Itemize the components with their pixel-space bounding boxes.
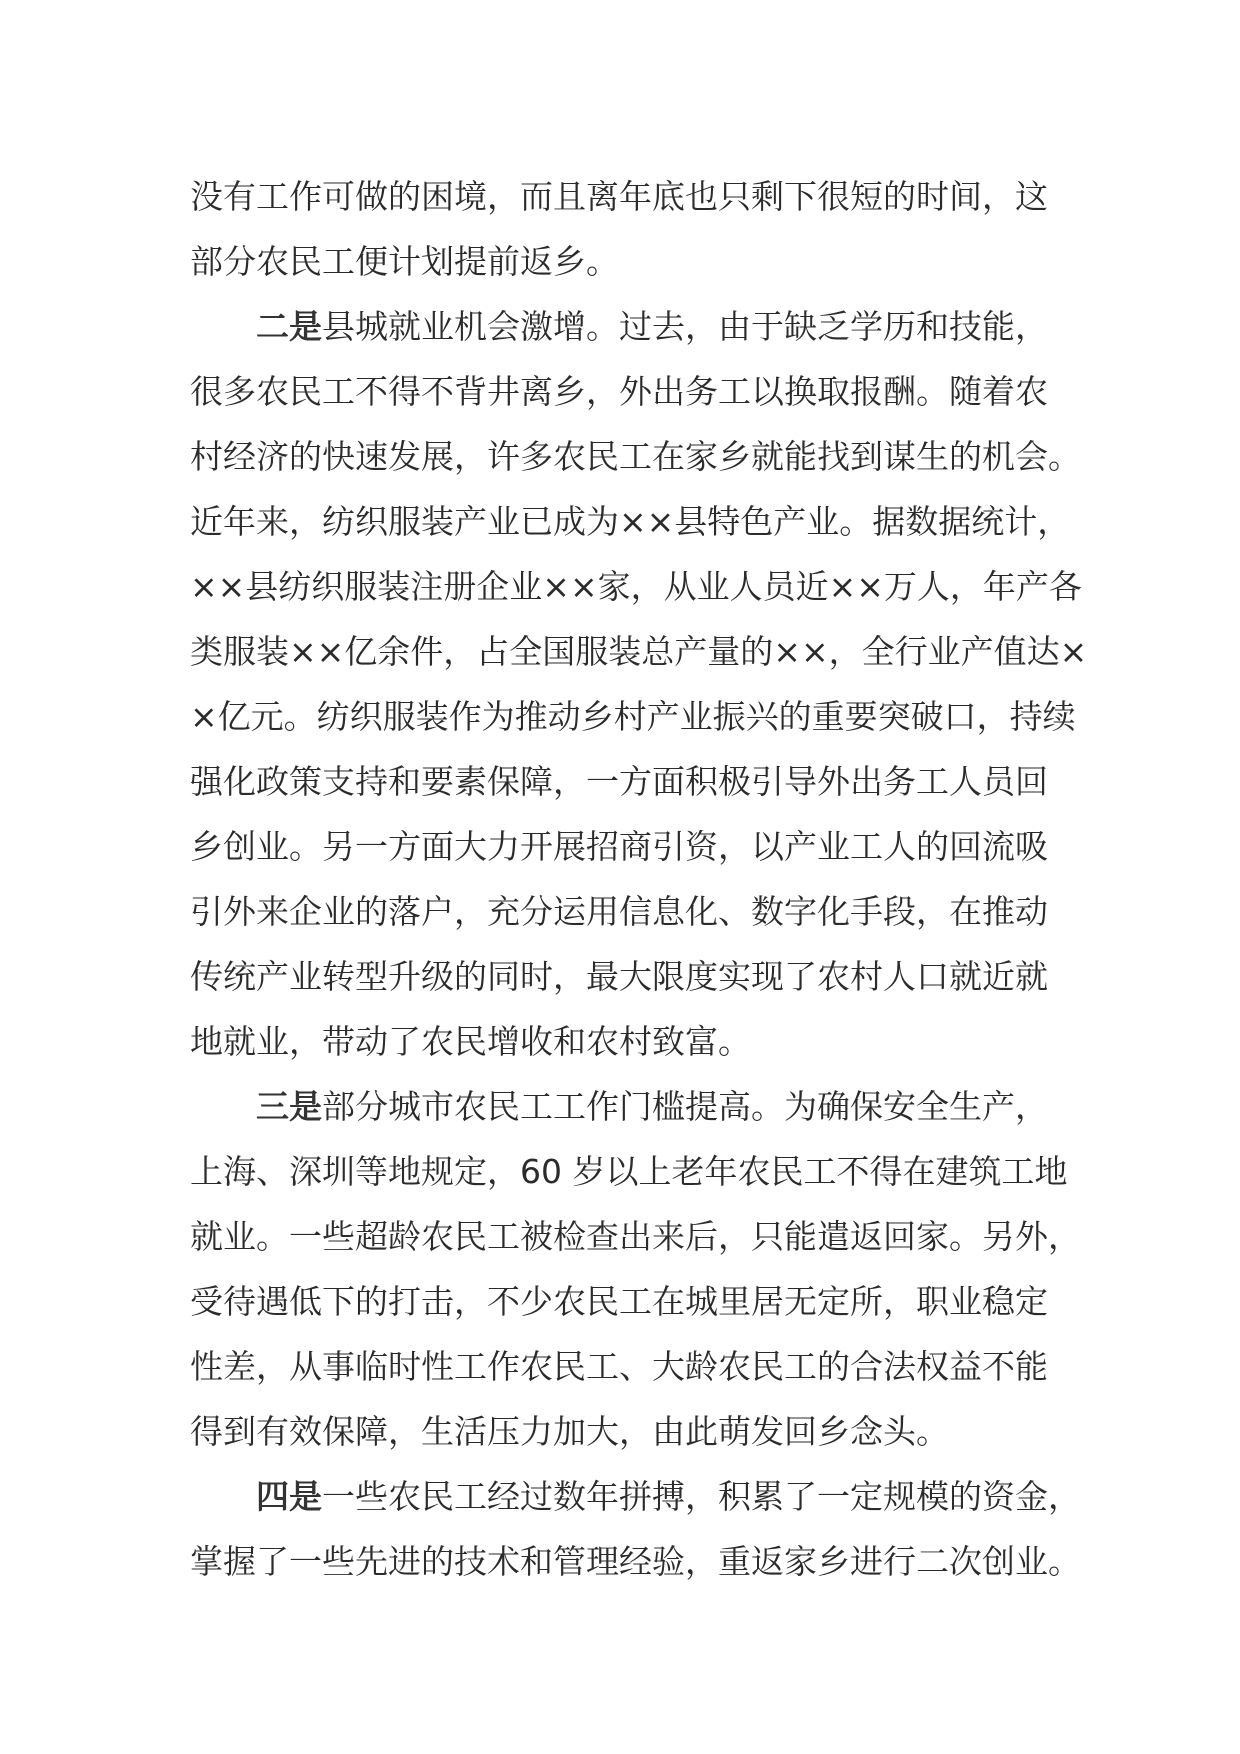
text-line	[190, 1009, 1070, 1074]
text-line	[190, 879, 1070, 944]
line-text: ××县纺织服装注册企业××家，从业人员近××万人，年产各	[190, 567, 1082, 606]
line-text: 性差，从事临时性工作农民工、大龄农民工的合法权益不能	[190, 1347, 1048, 1386]
line-text: 一些农民工经过数年拼搏，积累了一定规模的资金，	[322, 1477, 1081, 1516]
text-line	[190, 814, 1070, 879]
text-line	[190, 359, 1070, 424]
line-text: 得到有效保障，生活压力加大，由此萌发回乡念头。	[190, 1412, 949, 1451]
document-body	[190, 164, 1088, 1594]
text-line	[190, 1074, 1070, 1139]
text-line	[190, 1529, 1081, 1594]
line-text: 上海、深圳等地规定，60 岁以上老年农民工不得在建筑工地	[190, 1152, 1068, 1191]
line-text: 近年来，纺织服装产业已成为××县特色产业。据数据统计，	[190, 502, 1071, 541]
text-line	[190, 164, 1070, 229]
text-line	[190, 944, 1070, 1009]
line-text: 强化政策支持和要素保障，一方面积极引导外出务工人员回	[190, 762, 1048, 801]
text-line	[190, 424, 1081, 489]
text-line	[190, 554, 1082, 619]
line-text: 乡创业。另一方面大力开展招商引资，以产业工人的回流吸	[190, 827, 1048, 866]
text-line	[190, 1204, 1081, 1269]
line-text: ×亿元。纺织服装作为推动乡村产业振兴的重要突破口，持续	[190, 697, 1076, 736]
text-line	[190, 229, 1070, 294]
line-text: 就业。一些超龄农民工被检查出来后，只能遣返回家。另外，	[190, 1217, 1081, 1256]
text-line	[190, 1334, 1070, 1399]
text-line	[190, 749, 1070, 814]
paragraph-lead: 四是	[256, 1477, 322, 1516]
text-line	[190, 619, 1088, 684]
paragraph-lead: 二是	[256, 307, 322, 346]
line-text: 村经济的快速发展，许多农民工在家乡就能找到谋生的机会。	[190, 437, 1081, 476]
line-text: 没有工作可做的困境，而且离年底也只剩下很短的时间，这	[190, 177, 1048, 216]
line-text: 部分城市农民工工作门槛提高。为确保安全生产，	[322, 1087, 1048, 1126]
line-text: 受待遇低下的打击，不少农民工在城里居无定所，职业稳定	[190, 1282, 1048, 1321]
text-line	[190, 1399, 1070, 1464]
line-text: 部分农民工便计划提前返乡。	[190, 242, 619, 281]
text-line	[190, 1464, 1081, 1529]
text-line	[190, 684, 1076, 749]
line-text: 县城就业机会激增。过去，由于缺乏学历和技能，	[322, 307, 1048, 346]
paragraph-lead: 三是	[256, 1087, 322, 1126]
line-text: 传统产业转型升级的同时，最大限度实现了农村人口就近就	[190, 957, 1048, 996]
line-text: 很多农民工不得不背井离乡，外出务工以换取报酬。随着农	[190, 372, 1048, 411]
line-text: 类服装××亿余件，占全国服装总产量的××，全行业产值达×	[190, 632, 1088, 671]
text-line	[190, 489, 1070, 554]
text-line	[190, 294, 1070, 359]
line-text: 掌握了一些先进的技术和管理经验，重返家乡进行二次创业。	[190, 1542, 1081, 1581]
text-line	[190, 1269, 1070, 1334]
line-text: 引外来企业的落户，充分运用信息化、数字化手段，在推动	[190, 892, 1048, 931]
text-line	[190, 1139, 1070, 1204]
line-text: 地就业，带动了农民增收和农村致富。	[190, 1022, 751, 1061]
